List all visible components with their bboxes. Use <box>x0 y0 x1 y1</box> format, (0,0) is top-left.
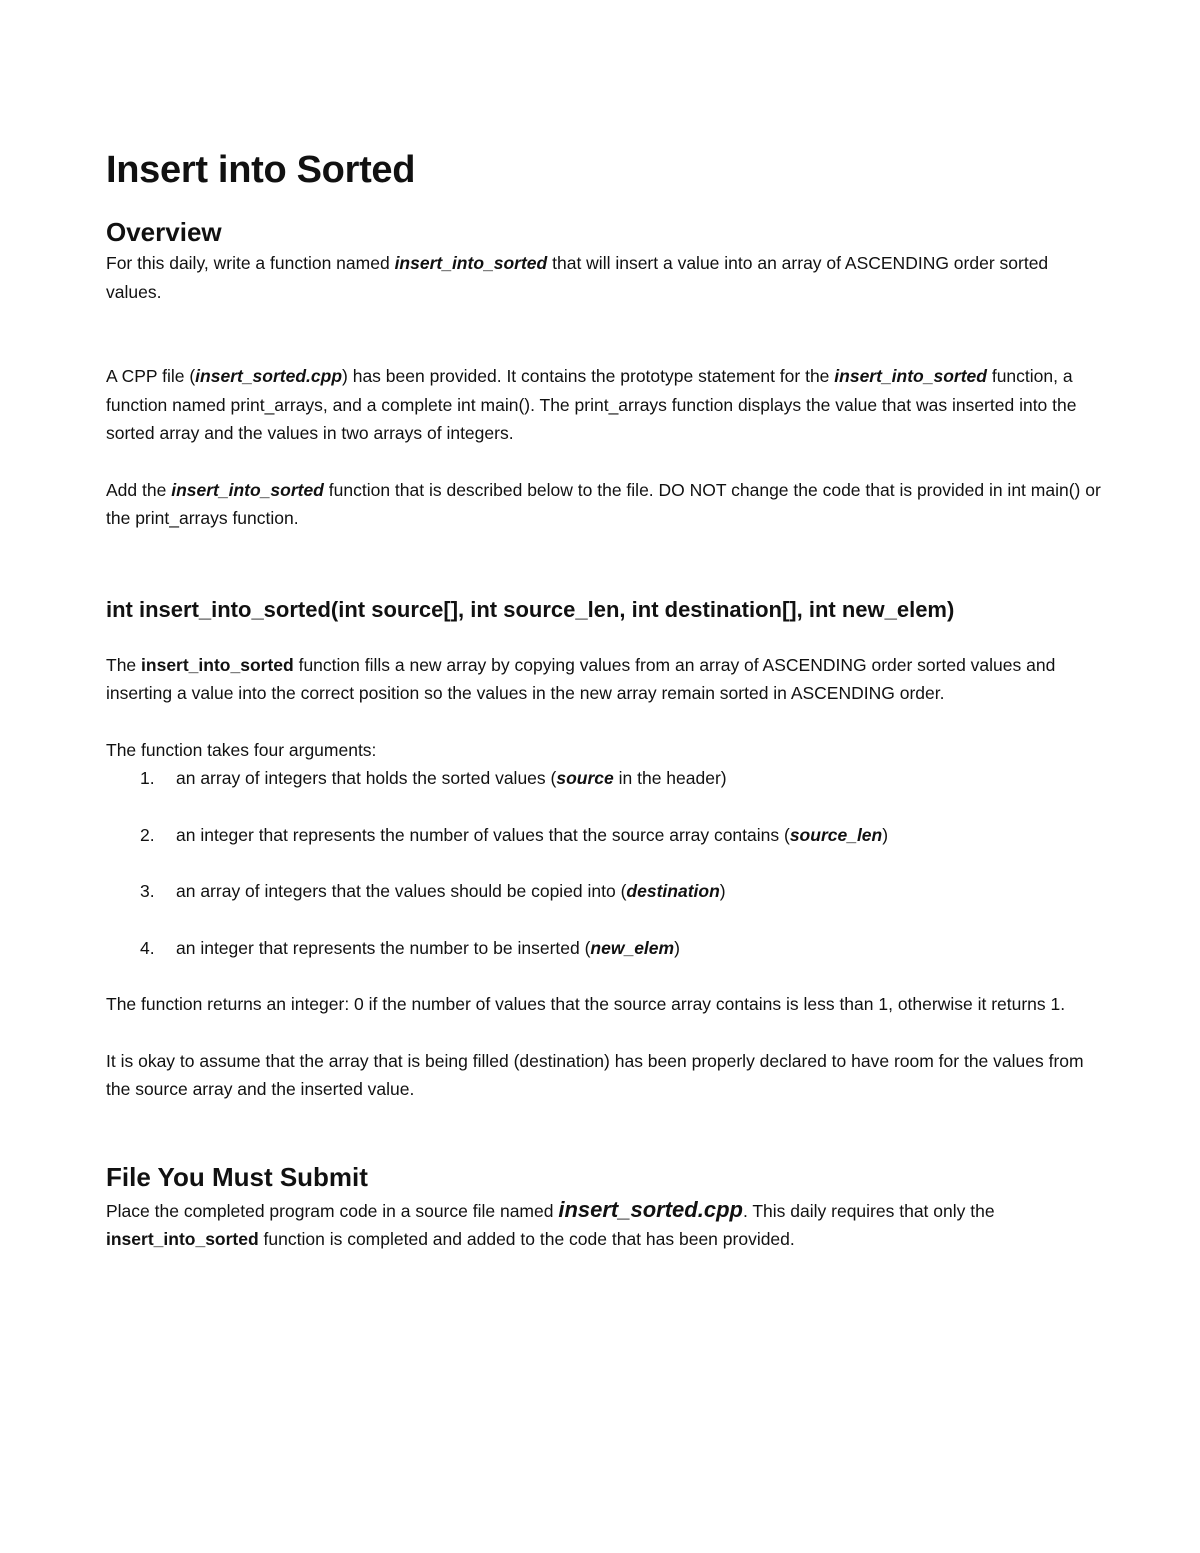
text: an integer that represents the number to be inserted ( <box>176 937 591 958</box>
function-name: insert_into_sorted <box>834 366 987 386</box>
arguments-list <box>106 764 1106 962</box>
submit-heading: File You Must Submit <box>106 1161 368 1192</box>
text: ) <box>882 824 889 845</box>
text: an integer that represents the number of values that the source array contains ( <box>176 824 790 845</box>
function-description <box>106 651 1106 708</box>
overview-heading: Overview <box>106 217 222 247</box>
page-title: Insert into Sorted <box>106 149 416 191</box>
text: an array of integers that holds the sorted values ( <box>176 768 557 788</box>
text: function is completed and added to the code that has been provided. <box>258 1229 795 1249</box>
text: that will insert a value into an array of ASCENDING order sorted values. <box>106 253 1049 302</box>
text: ) has been provided. It contains the prototype statement for the <box>342 366 835 386</box>
text: . This daily requires that only the <box>742 1200 995 1221</box>
text: A CPP file ( <box>106 366 196 386</box>
text: ) <box>719 881 726 901</box>
function-signature: int insert_into_sorted(int source[], int source_len, int destination[], int new_elem) <box>106 596 955 622</box>
submit-paragraph <box>106 1196 1106 1254</box>
list-number: 1. <box>140 768 155 788</box>
text: The <box>106 654 142 675</box>
file-name: insert_sorted.cpp <box>195 366 343 386</box>
text: function fills a new array by copying values from an array of ASCENDING order sorted values and inserting a value into the correct position so the values in the new array remain sorted in ASCENDING order. <box>106 654 1056 703</box>
param-name: source <box>556 768 614 788</box>
text: function that is described below to the file. DO NOT change the code that is provided in int main() or the print_arrays function. <box>106 479 1101 528</box>
overview-paragraph-3 <box>106 476 1106 533</box>
overview-paragraph-2 <box>106 362 1106 448</box>
text: an array of integers that the values should be copied into ( <box>176 881 627 901</box>
arguments-intro: The function takes four arguments: <box>106 739 377 760</box>
function-name: insert_into_sorted <box>171 479 324 500</box>
document-content <box>106 145 1106 1254</box>
assume-paragraph: It is okay to assume that the array that is being filled (destination) has been properly declared to have room for the values from the source array and the inserted value. <box>106 1050 1084 1099</box>
text: ) <box>674 937 680 958</box>
list-number: 2. <box>140 824 155 845</box>
param-name: destination <box>626 881 720 901</box>
function-name: insert_into_sorted <box>394 253 548 273</box>
text: For this daily, write a function named <box>106 253 395 273</box>
text: Place the completed program code in a source file named <box>106 1200 559 1221</box>
list-item <box>106 764 1106 793</box>
text: function, a function named print_arrays, and a complete int main(). The print_arrays function displays the value that was inserted into the sorted array and the values in two arrays of integers. <box>106 366 1077 443</box>
list-item <box>106 877 1106 906</box>
returns-paragraph: The function returns an integer: 0 if the number of values that the source array contains is less than 1, otherwise it returns 1. <box>106 994 1066 1014</box>
list-number: 3. <box>140 881 155 901</box>
list-item <box>106 934 1106 963</box>
list-item <box>106 821 1106 850</box>
param-name: new_elem <box>590 937 675 958</box>
file-name: insert_sorted.cpp <box>558 1196 743 1222</box>
param-name: source_len <box>789 824 883 845</box>
text: Add the <box>106 479 172 500</box>
overview-paragraph-1 <box>106 249 1106 306</box>
function-name: insert_into_sorted <box>106 1229 259 1249</box>
text: in the header) <box>613 768 727 788</box>
list-number: 4. <box>140 937 155 958</box>
function-name: insert_into_sorted <box>141 654 294 675</box>
